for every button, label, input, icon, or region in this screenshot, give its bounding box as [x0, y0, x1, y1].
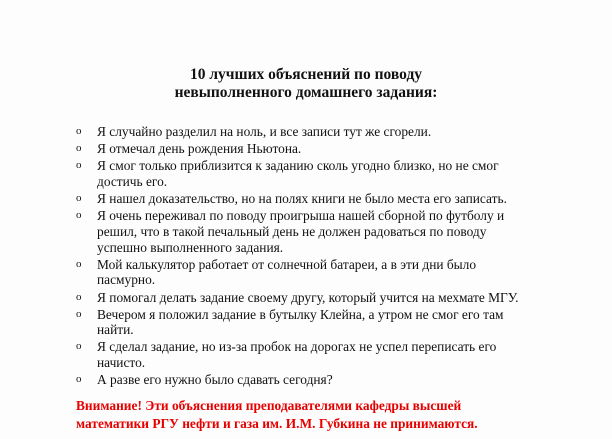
list-item [76, 208, 566, 255]
list-item [76, 191, 566, 207]
list-item [76, 124, 566, 140]
item-text-line: А разве его нужно было сдавать сегодня? [97, 372, 333, 388]
item-text-line: Вечером я положил задание в бутылку Клейна, а утром не смог его там [97, 306, 504, 322]
item-text-line: Я сделал задание, но из-за пробок на дорогах не успел переписать его [97, 339, 497, 355]
item-text-line: пасмурно. [97, 272, 156, 288]
item-text-line: Я отмечал день рождения Ньютона. [97, 141, 302, 157]
item-text-line: найти. [97, 322, 134, 338]
list-item [76, 158, 566, 189]
item-text-line: Мой калькулятор работает от солнечной батареи, а в эти дни было [97, 256, 477, 272]
title-line-2: невыполненного домашнего задания: [174, 84, 438, 101]
item-text-line: решил, что в такой печальный день не должен радоваться по поводу [97, 223, 487, 239]
item-text-line: Я очень переживал по поводу проигрыша нашей сборной по футболу и [97, 208, 505, 224]
item-text-line: Я помогал делать задание своему другу, который учится на мехмате МГУ. [97, 289, 519, 305]
bullet-icon: o [76, 340, 82, 353]
bullet-icon: o [76, 142, 82, 155]
bullet-icon: o [76, 159, 82, 172]
item-text-line: Я нашел доказательство, но на полях книги не было места его записать. [97, 191, 507, 207]
item-text-line: успешно выполненного задания. [97, 239, 284, 255]
list-item [76, 141, 566, 157]
warning-line-1: Внимание! Эти объяснения преподавателями кафедры высшей [76, 398, 462, 413]
document-title [0, 66, 612, 102]
title-line-1: 10 лучших объяснений по поводу [189, 66, 423, 83]
list-item [76, 307, 566, 338]
list-item [76, 339, 566, 370]
excuses-list [76, 124, 566, 389]
item-text-line: Я случайно разделил на ноль, и все записи тут же сгорели. [97, 124, 432, 139]
bullet-icon: o [76, 290, 82, 303]
item-text-line: достичь его. [97, 173, 168, 189]
list-item [76, 372, 566, 388]
list-item [76, 290, 566, 306]
item-text-line: Я смог только приблизится к заданию сколь угодно близко, но не смог [97, 158, 499, 174]
bullet-icon: o [76, 209, 82, 222]
bullet-icon: o [76, 192, 82, 205]
bullet-icon: o [76, 257, 82, 270]
bullet-icon: o [76, 373, 82, 386]
bullet-icon: o [76, 125, 82, 137]
list-item [76, 257, 566, 288]
bullet-icon: o [76, 307, 82, 320]
item-text-line: начисто. [97, 355, 146, 371]
warning-line-2: математики РГУ нефти и газа им. И.М. Губкина не принимаются. [76, 416, 478, 431]
warning-note [76, 397, 576, 433]
